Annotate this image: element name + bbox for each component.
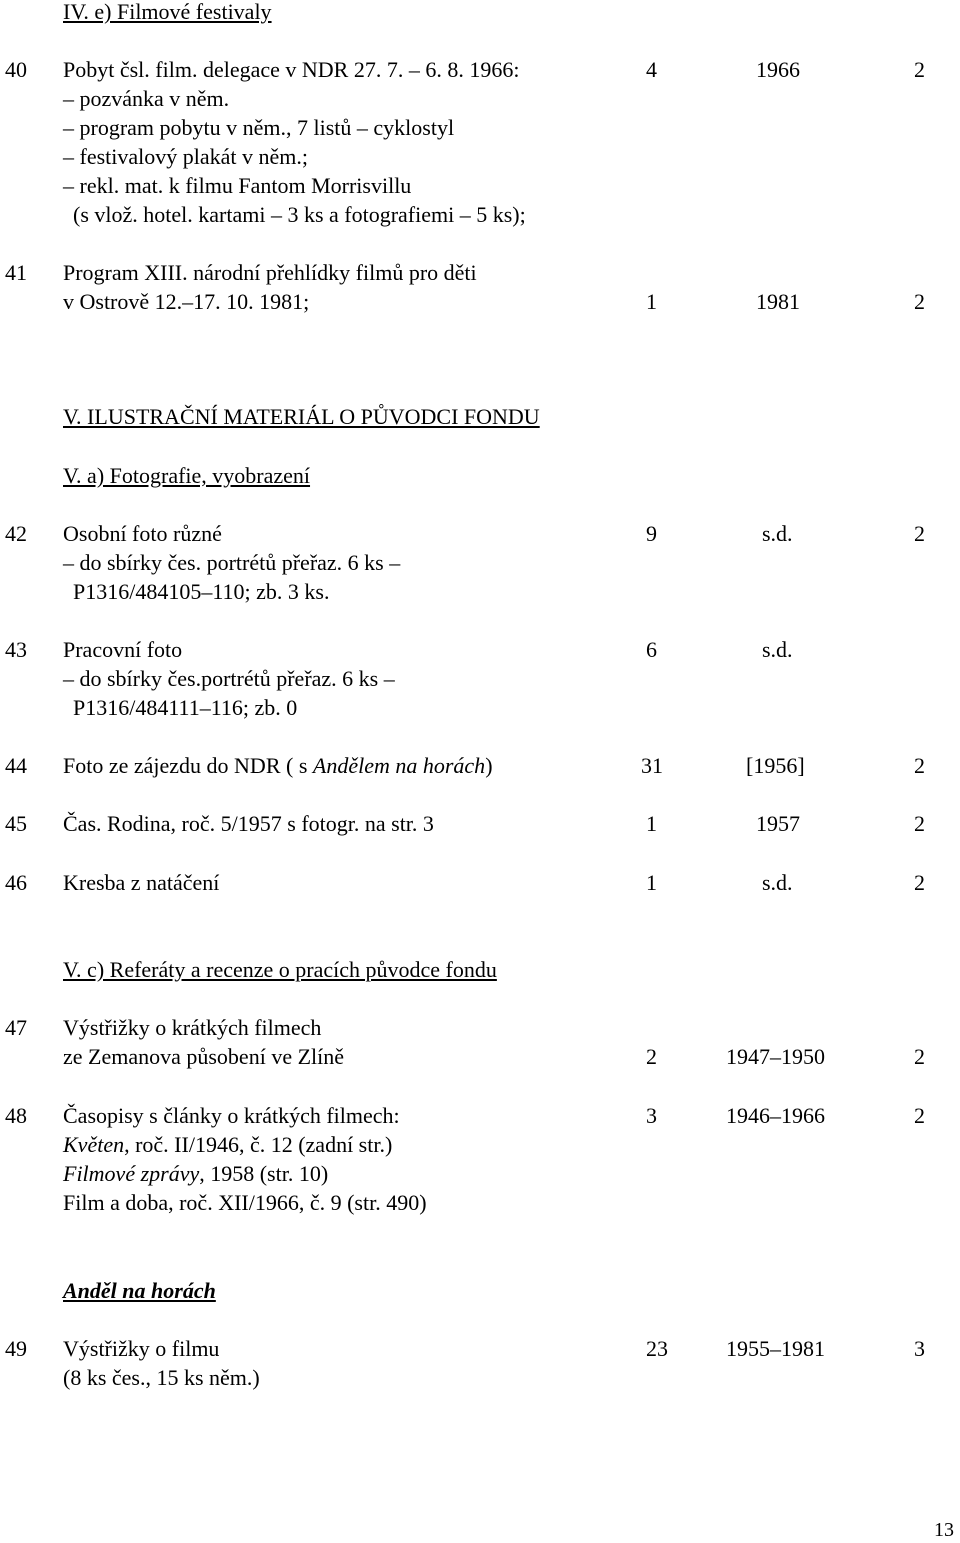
item-line: Program XIII. národní přehlídky filmů pro děti	[63, 260, 477, 285]
item-count: 4	[646, 57, 657, 82]
periodical-detail: , roč. II/1946, č. 12 (zadní str.)	[124, 1132, 393, 1157]
item-count: 6	[646, 637, 657, 662]
item-count: 3	[646, 1103, 657, 1128]
item-line: – pozvánka v něm.	[63, 86, 230, 111]
item-box: 2	[914, 1103, 925, 1128]
item-number: 40	[5, 57, 27, 82]
item-box: 2	[914, 521, 925, 546]
section-heading-v-a: V. a) Fotografie, vyobrazení	[63, 463, 311, 488]
item-line: – program pobytu v něm., 7 listů – cyklostyl	[63, 115, 455, 140]
item-box: 2	[914, 811, 925, 836]
item-text-post: )	[485, 753, 493, 778]
item-count: 2	[646, 1044, 657, 1069]
item-line: P1316/484111–116; zb. 0	[73, 695, 298, 720]
item-number: 48	[5, 1103, 27, 1128]
section-heading-v-c: V. c) Referáty a recenze o pracích původce fondu	[63, 957, 497, 982]
item-date: s.d.	[762, 637, 793, 662]
item-number: 47	[5, 1015, 27, 1040]
item-box: 2	[914, 1044, 925, 1069]
periodical-title: Filmové zprávy	[63, 1161, 200, 1186]
item-text: Čas. Rodina, roč. 5/1957 s fotogr. na str. 3	[63, 811, 434, 836]
item-count: 1	[646, 870, 657, 895]
periodical-detail: , 1958 (str. 10)	[199, 1161, 329, 1186]
section-heading-v: V. ILUSTRAČNÍ MATERIÁL O PŮVODCI FONDU	[63, 404, 540, 429]
item-date: 1947–1950	[726, 1044, 825, 1069]
item-box: 2	[914, 753, 925, 778]
item-date: 1957	[756, 811, 800, 836]
item-line: v Ostrově 12.–17. 10. 1981;	[63, 289, 310, 314]
item-number: 44	[5, 753, 27, 778]
item-line: – rekl. mat. k filmu Fantom Morrisvillu	[63, 173, 412, 198]
item-number: 43	[5, 637, 27, 662]
item-line: (8 ks čes., 15 ks něm.)	[63, 1365, 260, 1390]
item-number: 49	[5, 1336, 27, 1361]
item-line: Výstřižky o krátkých filmech	[63, 1015, 322, 1040]
section-heading-iv-e: IV. e) Filmové festivaly	[63, 0, 272, 24]
item-date: 1981	[756, 289, 800, 314]
item-line: Pobyt čsl. film. delegace v NDR 27. 7. – 6. 8. 1966:	[63, 57, 520, 82]
item-date: 1966	[756, 57, 800, 82]
item-line	[63, 1159, 328, 1188]
item-box: 3	[914, 1336, 925, 1361]
item-count: 31	[641, 753, 663, 778]
item-text	[63, 751, 493, 780]
item-number: 45	[5, 811, 27, 836]
item-line: – do sbírky čes.portrétů přeřaz. 6 ks –	[63, 666, 395, 691]
item-number: 42	[5, 521, 27, 546]
item-count: 9	[646, 521, 657, 546]
item-box: 2	[914, 870, 925, 895]
item-line: Pracovní foto	[63, 637, 183, 662]
item-line: Výstřižky o filmu	[63, 1336, 220, 1361]
item-line: ze Zemanova působení ve Zlíně	[63, 1044, 345, 1069]
periodical-title: Květen	[63, 1132, 125, 1157]
item-line: P1316/484105–110; zb. 3 ks.	[73, 579, 330, 604]
item-count: 23	[646, 1336, 668, 1361]
item-date: 1946–1966	[726, 1103, 825, 1128]
item-box: 2	[914, 57, 925, 82]
item-number: 41	[5, 260, 27, 285]
item-box: 2	[914, 289, 925, 314]
item-date: 1955–1981	[726, 1336, 825, 1361]
item-count: 1	[646, 289, 657, 314]
item-line: – festivalový plakát v něm.;	[63, 144, 308, 169]
item-count: 1	[646, 811, 657, 836]
film-title: Andělem na horách	[312, 753, 486, 778]
item-line: – do sbírky čes. portrétů přeřaz. 6 ks –	[63, 550, 401, 575]
film-heading-andel-na-horach: Anděl na horách	[63, 1278, 216, 1303]
item-number: 46	[5, 870, 27, 895]
item-line: (s vlož. hotel. kartami – 3 ks a fotografiemi – 5 ks);	[73, 202, 526, 227]
item-date: s.d.	[762, 870, 793, 895]
item-date: s.d.	[762, 521, 793, 546]
page-number: 13	[934, 1519, 954, 1541]
item-date: [1956]	[746, 753, 805, 778]
item-text: Kresba z natáčení	[63, 870, 220, 895]
item-line: Film a doba, roč. XII/1966, č. 9 (str. 490)	[63, 1190, 427, 1215]
item-line: Časopisy s články o krátkých filmech:	[63, 1103, 400, 1128]
item-line	[63, 1130, 392, 1159]
item-line: Osobní foto různé	[63, 521, 222, 546]
item-text-pre: Foto ze zájezdu do NDR ( s	[63, 753, 313, 778]
